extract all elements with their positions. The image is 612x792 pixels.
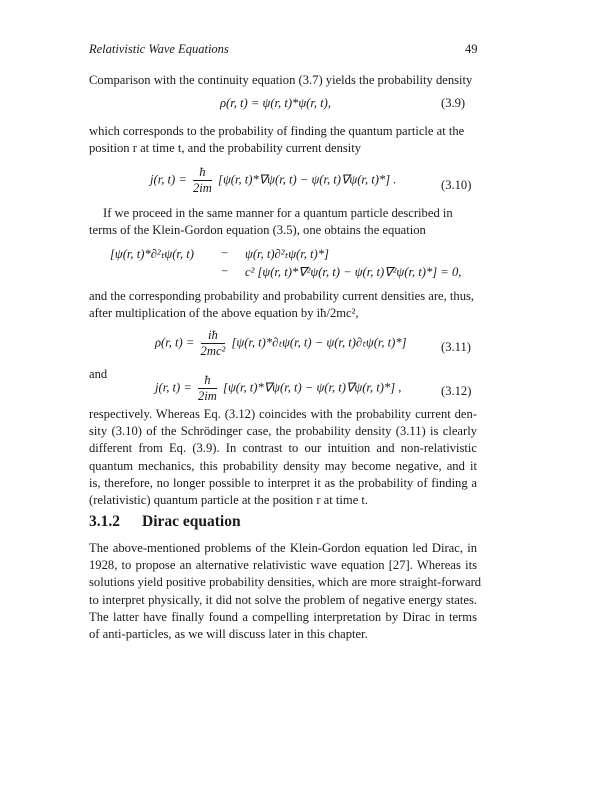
equation-3-11 xyxy=(155,328,407,359)
equation-kg-line1-left: [ψ(r, t)*∂²ₜψ(r, t) xyxy=(110,247,194,261)
fraction-numerator: ħ xyxy=(193,165,212,181)
fraction xyxy=(198,373,217,404)
section-heading xyxy=(89,513,241,531)
equation-rhs: [ψ(r, t)*∇ψ(r, t) − ψ(r, t)∇ψ(r, t)*] . xyxy=(218,172,397,187)
paragraph-line: after multiplication of the above equation by iħ/2mc², xyxy=(89,306,359,320)
paragraph-line: quantum mechanics, this probability density may become negative, and it xyxy=(89,458,477,473)
equation-3-12 xyxy=(155,373,401,404)
equation-kg-line2-right: c² [ψ(r, t)*∇²ψ(r, t) − ψ(r, t)∇²ψ(r, t)*] = 0, xyxy=(245,265,462,279)
equation-lhs: j(r, t) = xyxy=(155,380,192,395)
paragraph-line: position r at time t, and the probability current density xyxy=(89,141,362,155)
section-number: 3.1.2 xyxy=(89,513,120,530)
fraction xyxy=(201,328,226,359)
equation-3-10 xyxy=(150,165,396,196)
equation-rhs: [ψ(r, t)*∂ₜψ(r, t) − ψ(r, t)∂ₜψ(r, t)*] xyxy=(231,335,407,350)
fraction-denominator: 2mc² xyxy=(200,344,226,358)
section-title: Dirac equation xyxy=(142,513,241,530)
equation-number-3-11: (3.11) xyxy=(441,340,471,354)
equation-kg-line1-right: ψ(r, t)∂²ₜψ(r, t)*] xyxy=(245,247,329,261)
equation-kg-line2-op: − xyxy=(221,264,229,278)
paragraph-line: 1928, to propose an alternative relativistic wave equation [27]. Whereas its xyxy=(89,558,477,573)
equation-lhs: ρ(r, t) = xyxy=(155,335,195,350)
equation-3-9: ρ(r, t) = ψ(r, t)*ψ(r, t), xyxy=(220,96,331,110)
fraction-denominator: 2im xyxy=(198,389,217,403)
paragraph-line: and the corresponding probability and probability current densities are, thus, xyxy=(89,289,475,303)
equation-number-3-9: (3.9) xyxy=(441,96,466,110)
paragraph-line: different from Eq. (3.9). In contrast to our intuition and non-relativistic xyxy=(89,441,477,456)
paragraph-line: of anti-particles, as we will discuss later in this chapter. xyxy=(89,627,368,642)
equation-number-3-12: (3.12) xyxy=(441,384,472,398)
fraction-denominator: 2im xyxy=(193,181,212,195)
paragraph-continuity: Comparison with the continuity equation (3.7) yields the probability density xyxy=(89,73,473,87)
equation-kg-line1-op: − xyxy=(221,246,229,260)
equation-rhs: [ψ(r, t)*∇ψ(r, t) − ψ(r, t)∇ψ(r, t)*] , xyxy=(223,380,402,395)
page-number: 49 xyxy=(465,42,478,56)
equation-lhs: j(r, t) = xyxy=(150,172,187,187)
fraction xyxy=(193,165,212,196)
paragraph-line: which corresponds to the probability of finding the quantum particle at the xyxy=(89,124,465,138)
paragraph-respectively xyxy=(89,406,477,509)
running-header-title: Relativistic Wave Equations xyxy=(89,42,229,56)
paragraph-line: terms of the Klein-Gordon equation (3.5), one obtains the equation xyxy=(89,223,426,237)
paragraph-line: to interpret physically, it did not solve the problem of negative energy states. xyxy=(89,592,477,607)
equation-number-3-10: (3.10) xyxy=(441,178,472,192)
paragraph-line: sity (3.10) of the Schrödinger case, the probability density (3.11) is clearly xyxy=(89,424,477,439)
fraction-numerator: ħ xyxy=(198,373,217,389)
paragraph-line: (relativistic) quantum particle at the position r at time t. xyxy=(89,493,369,508)
paragraph-and: and xyxy=(89,367,108,381)
paragraph-line: If we proceed in the same manner for a quantum particle described in xyxy=(103,206,453,220)
fraction-numerator: iħ xyxy=(201,328,226,344)
paragraph-line: solutions yield positive probability densities, which are more straight-forward xyxy=(89,575,482,590)
paragraph-line: The latter have finally found a compelling interpretation by Dirac in terms xyxy=(89,609,477,624)
paragraph-dirac xyxy=(89,540,482,643)
paragraph-line: respectively. Whereas Eq. (3.12) coincides with the probability current den- xyxy=(89,407,477,421)
paragraph-line: is, therefore, no longer possible to interpret it as the probability of finding a xyxy=(89,475,477,490)
paragraph-line: The above-mentioned problems of the Klein-Gordon equation led Dirac, in xyxy=(89,541,477,555)
